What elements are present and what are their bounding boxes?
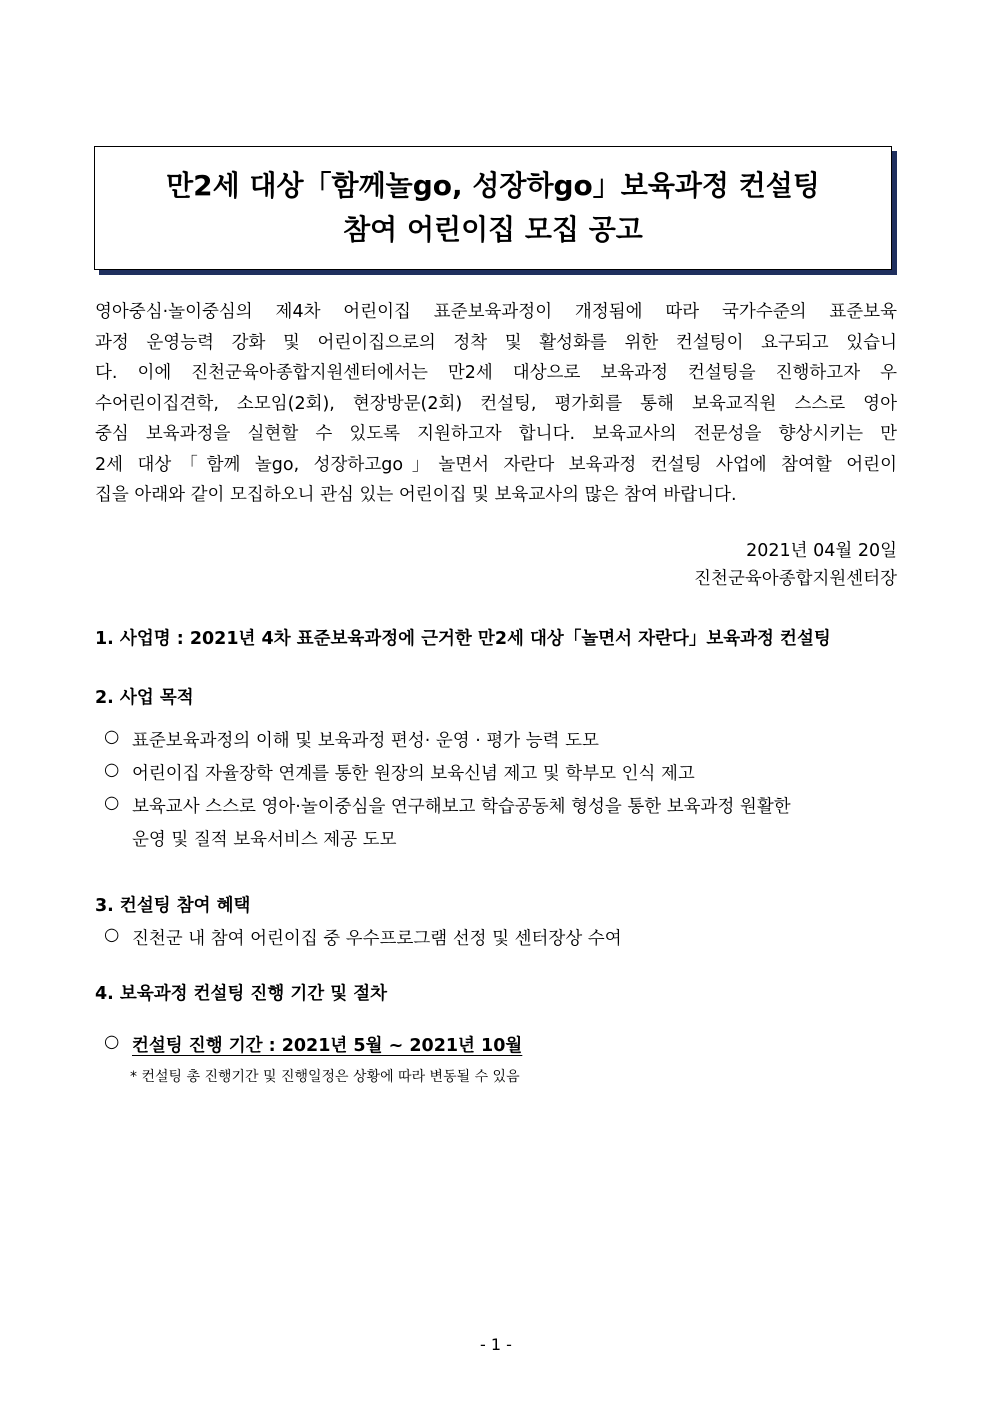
circle-bullet-icon: ○ <box>104 1032 120 1052</box>
list-item-text: 어린이집 자율장학 연계를 통한 원장의 보육신념 제고 및 학부모 인식 제고 <box>132 764 695 784</box>
circle-bullet-icon: ○ <box>104 793 120 813</box>
intro-line: 과정 운영능력 강화 및 어린이집으로의 정착 및 활성화를 위한 컨설팅이 요구되고 있습니 <box>95 332 897 353</box>
list-item-continuation: 운영 및 질적 보육서비스 제공 도모 <box>132 830 397 850</box>
list-item <box>104 793 791 818</box>
title-box <box>94 146 892 270</box>
list-item-text: 표준보육과정의 이해 및 보육과정 편성· 운영 · 평가 능력 도모 <box>132 731 599 751</box>
page-number: - 1 - <box>480 1335 512 1354</box>
circle-bullet-icon: ○ <box>104 760 120 780</box>
list-item <box>104 1032 522 1057</box>
announcement-date: 2021년 04월 20일 <box>746 541 897 561</box>
issuing-organization: 진천군육아종합지원센터장 <box>694 569 897 589</box>
intro-line: 다. 이에 진천군육아종합지원센터에서는 만2세 대상으로 보육과정 컨설팅을 진행하고자 우 <box>95 363 897 383</box>
section-4-heading: 4. 보육과정 컨설팅 진행 기간 및 절차 <box>95 984 388 1004</box>
list-item-text: 보육교사 스스로 영아·놀이중심을 연구해보고 학습공동체 형성을 통한 보육과정 원활한 <box>132 797 791 817</box>
intro-line: 영아중심·놀이중심의 제4차 어린이집 표준보육과정이 개정됨에 따라 국가수준의 표준보육 <box>95 302 897 322</box>
title-line-2: 참여 어린이집 모집 공고 <box>343 213 643 246</box>
intro-paragraph <box>95 297 897 511</box>
section-3-heading: 3. 컨설팅 참여 혜택 <box>95 896 251 916</box>
intro-line: 집을 아래와 같이 모집하오니 관심 있는 어린이집 및 보육교사의 많은 참여 바랍니다. <box>95 485 737 505</box>
section-1-heading: 1. 사업명 : 2021년 4차 표준보육과정에 근거한 만2세 대상「놀면서 자란다」보육과정 컨설팅 <box>95 629 831 649</box>
list-item <box>104 727 599 752</box>
title-line-1: 만2세 대상「함께놀go, 성장하go」보육과정 컨설팅 <box>166 169 820 202</box>
intro-line: 중심 보육과정을 실현할 수 있도록 지원하고자 합니다. 보육교사의 전문성을 향상시키는 만 <box>95 424 897 444</box>
schedule-note: * 컨설팅 총 진행기간 및 진행일정은 상황에 따라 변동될 수 있음 <box>130 1069 520 1085</box>
section-2-heading: 2. 사업 목적 <box>95 688 194 708</box>
intro-line: 수어린이집견학, 소모임(2회), 현장방문(2회) 컨설팅, 평가회를 통해 보육교직원 스스로 영아 <box>95 393 897 414</box>
list-item-text: 진천군 내 참여 어린이집 중 우수프로그램 선정 및 센터장상 수여 <box>132 929 622 949</box>
list-item <box>104 925 622 950</box>
circle-bullet-icon: ○ <box>104 925 120 945</box>
intro-line: 2세 대상「함께 놀go, 성장하고go」놀면서 자란다 보육과정 컨설팅 사업에 참여할 어린이 <box>95 454 897 475</box>
list-item-text: 컨설팅 진행 기간 : 2021년 5월 ~ 2021년 10월 <box>132 1036 523 1056</box>
circle-bullet-icon: ○ <box>104 727 120 747</box>
list-item <box>104 760 695 785</box>
